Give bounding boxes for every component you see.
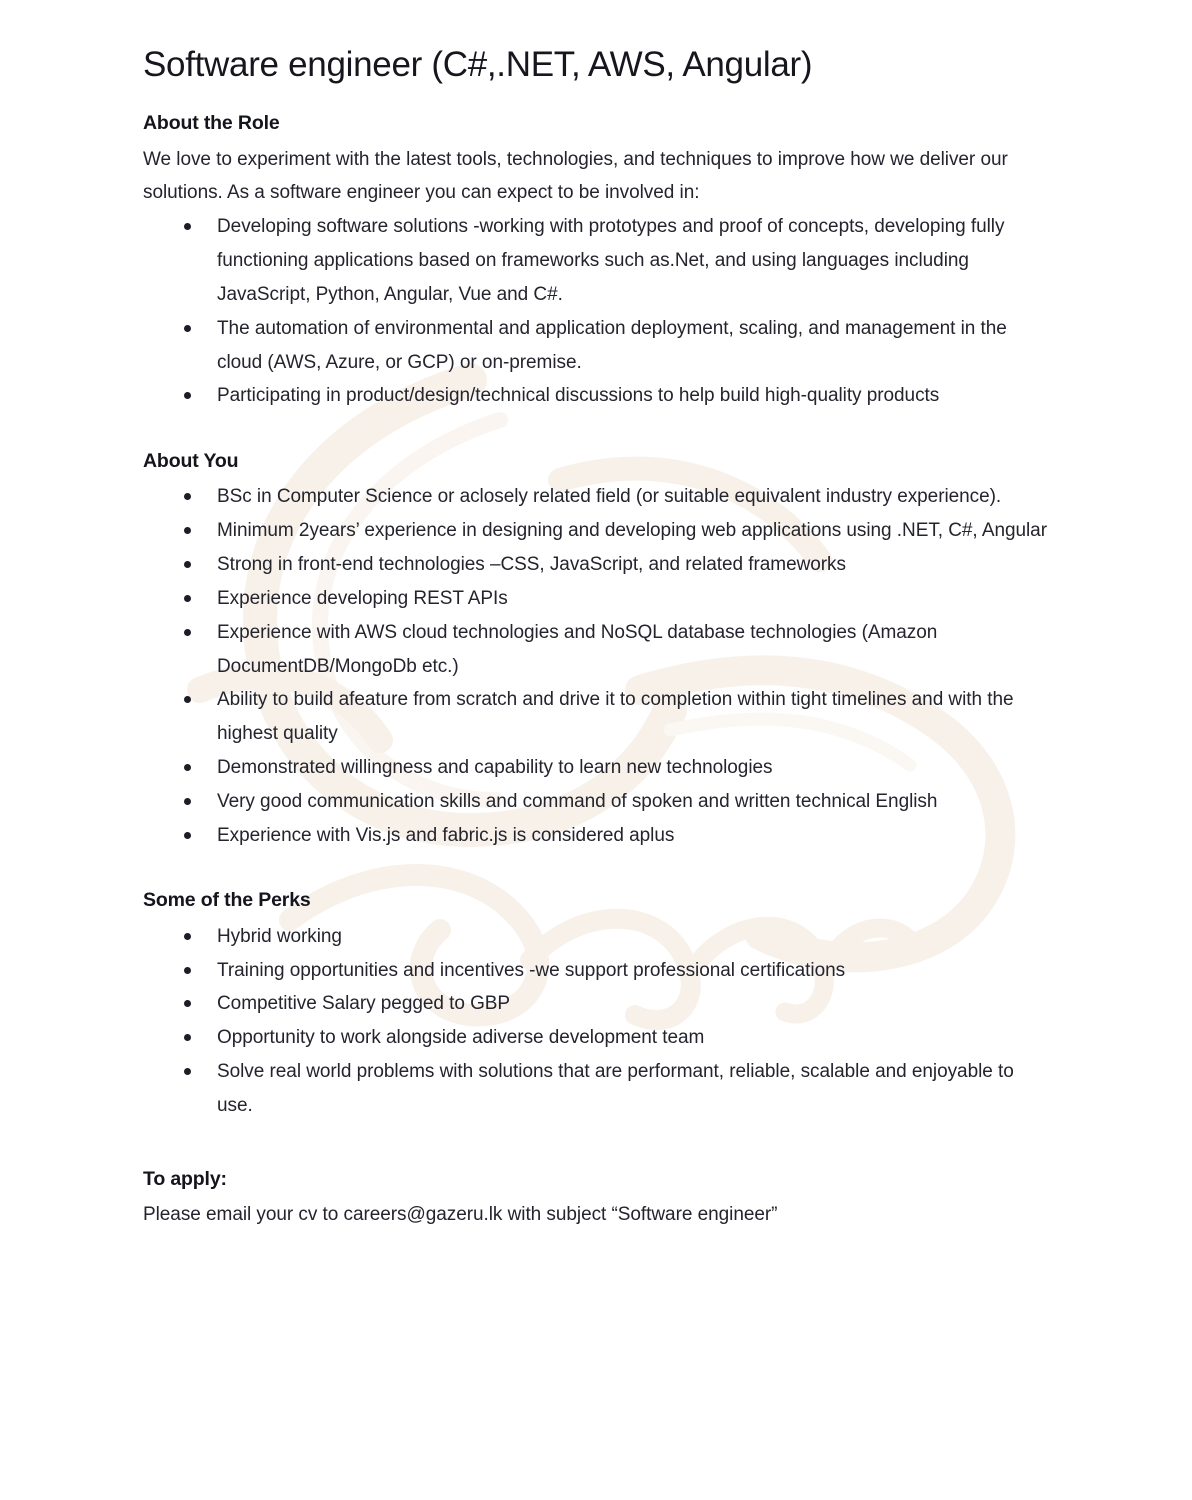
about-you-bullet-list xyxy=(143,480,1048,852)
list-item-text: Minimum 2years’ experience in designing and developing web applications using .NET, C#, Angular xyxy=(217,520,1047,542)
list-item-text: Hybrid working xyxy=(217,925,342,947)
bullet-dot-icon xyxy=(184,223,191,230)
list-item xyxy=(143,514,1048,548)
list-item xyxy=(143,548,1048,582)
section-heading-to-apply: To apply: xyxy=(143,1167,227,1190)
bullet-dot-icon xyxy=(184,1000,191,1007)
list-item xyxy=(143,751,1048,785)
list-item-text: Ability to build afeature from scratch and drive it to completion within tight timelines and with the highest quality xyxy=(217,689,1014,745)
list-item-text: Participating in product/design/technical discussions to help build high-quality products xyxy=(217,385,940,407)
bullet-dot-icon xyxy=(184,527,191,534)
list-item-text: Competitive Salary pegged to GBP xyxy=(217,993,511,1015)
job-posting xyxy=(143,44,1048,1232)
list-item xyxy=(143,819,1048,853)
bullet-dot-icon xyxy=(184,629,191,636)
list-item xyxy=(143,582,1048,616)
list-item xyxy=(143,210,1048,311)
list-item-text: Experience developing REST APIs xyxy=(217,587,508,609)
bullet-dot-icon xyxy=(184,392,191,399)
list-item-text: Solve real world problems with solutions that are performant, reliable, scalable and enjoyable to use. xyxy=(217,1061,1014,1116)
bullet-dot-icon xyxy=(184,764,191,771)
bullet-dot-icon xyxy=(184,325,191,332)
section-heading-about-you: About You xyxy=(143,450,239,473)
list-item xyxy=(143,312,1048,380)
bullet-dot-icon xyxy=(184,933,191,940)
bullet-dot-icon xyxy=(184,595,191,602)
list-item-text: Demonstrated willingness and capability to learn new technologies xyxy=(217,756,773,778)
bullet-dot-icon xyxy=(184,798,191,805)
list-item xyxy=(143,683,1048,751)
list-item-text: The automation of environmental and application deployment, scaling, and management in the cloud (AWS, Azure, or GCP) or on-premise. xyxy=(217,317,1007,373)
section-spacer xyxy=(143,852,1048,888)
list-item xyxy=(143,616,1048,684)
list-item-text: Very good communication skills and command of spoken and written technical English xyxy=(217,790,938,812)
list-item xyxy=(143,1055,1048,1123)
section-perks xyxy=(143,888,1048,1122)
list-item-text: Opportunity to work alongside adiverse development team xyxy=(217,1027,705,1049)
section-spacer xyxy=(143,1123,1048,1167)
list-item xyxy=(143,1021,1048,1055)
list-item-text: BSc in Computer Science or aclosely related field (or suitable equivalent industry experience). xyxy=(217,486,1002,508)
list-item xyxy=(143,987,1048,1021)
bullet-dot-icon xyxy=(184,967,191,974)
section-to-apply xyxy=(143,1167,1048,1232)
bullet-dot-icon xyxy=(184,1034,191,1041)
page-title: Software engineer (C#,.NET, AWS, Angular) xyxy=(143,45,813,84)
bullet-dot-icon xyxy=(184,1068,191,1075)
section-heading-about-the-role: About the Role xyxy=(143,112,280,135)
about-role-bullet-list xyxy=(143,210,1048,413)
about-role-intro-paragraph: We love to experiment with the latest tools, technologies, and techniques to improve how we deliver our solutions. As a software engineer you can expect to be involved in: xyxy=(143,148,1008,204)
perks-bullet-list xyxy=(143,920,1048,1123)
bullet-dot-icon xyxy=(184,696,191,703)
section-about-the-role xyxy=(143,111,1048,413)
section-heading-perks: Some of the Perks xyxy=(143,889,311,912)
list-item-text: Experience with AWS cloud technologies and NoSQL database technologies (Amazon DocumentDB/MongoDb etc.) xyxy=(217,621,938,677)
list-item xyxy=(143,920,1048,954)
list-item xyxy=(143,954,1048,988)
section-spacer xyxy=(143,413,1048,449)
bullet-dot-icon xyxy=(184,561,191,568)
bullet-dot-icon xyxy=(184,493,191,500)
list-item-text: Strong in front-end technologies –CSS, JavaScript, and related frameworks xyxy=(217,554,846,576)
list-item xyxy=(143,480,1048,514)
list-item-text: Experience with Vis.js and fabric.js is considered aplus xyxy=(217,824,675,846)
bullet-dot-icon xyxy=(184,832,191,839)
section-about-you xyxy=(143,449,1048,852)
list-item xyxy=(143,785,1048,819)
to-apply-instructions: Please email your cv to careers@gazeru.lk with subject “Software engineer” xyxy=(143,1203,778,1225)
list-item-text: Training opportunities and incentives -we support professional certifications xyxy=(217,959,846,981)
list-item-text: Developing software solutions -working with prototypes and proof of concepts, developing fully functioning applications based on frameworks such as.Net, and using languages including JavaScript, Python, Angular, Vue and C#. xyxy=(217,216,1005,305)
list-item xyxy=(143,379,1048,413)
